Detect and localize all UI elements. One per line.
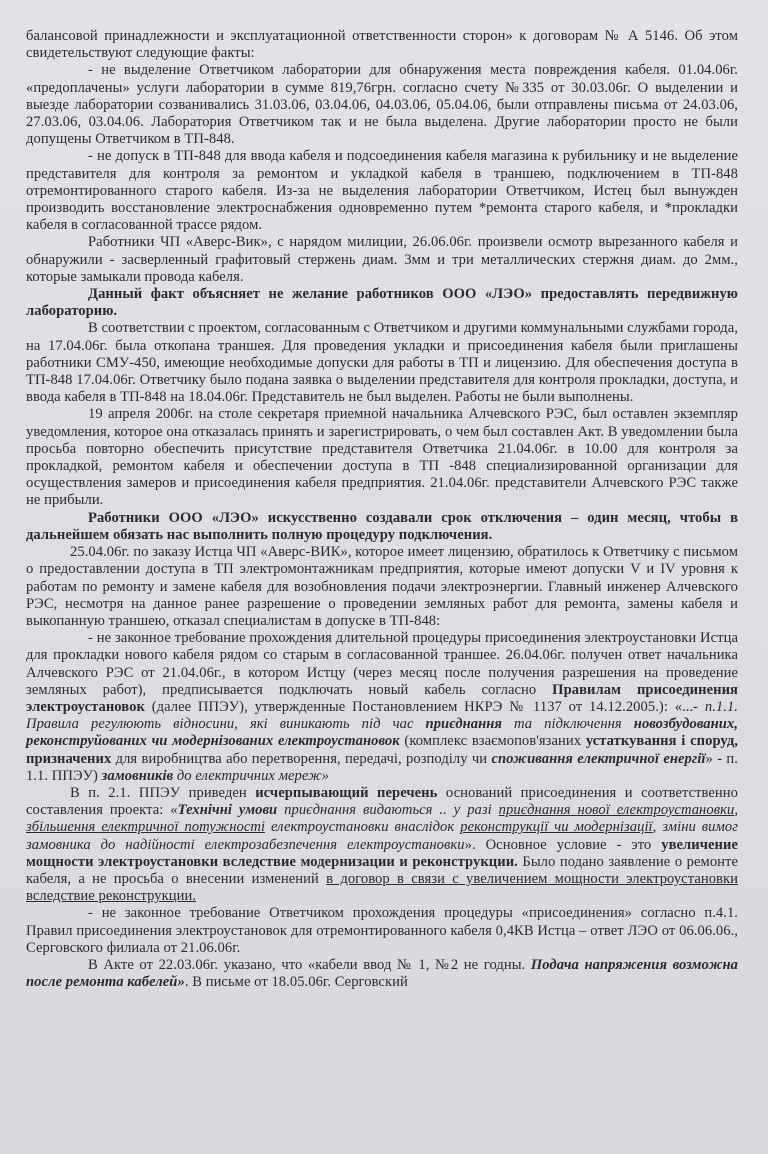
- paragraph-inspection: Работники ЧП «Аверс-Вик», с нарядом милиции, 26.06.06г. произвели осмотр вырезанного кабеля и обнаружили - засверленный графитовый стержень диам. 3мм и три металлических стержня диам. до 2мм., которые замыкали провода кабеля.: [26, 234, 738, 285]
- text-segment: ». Основное условие - это: [464, 836, 662, 853]
- paragraph-fact-bold: Данный факт объясняет не желание работников ООО «ЛЭО» предоставлять передвижную лабораторию.: [26, 286, 738, 320]
- quote-emphasis: Подача напряжения возможна после ремонта кабелей»: [26, 956, 738, 991]
- paragraph-laboratory: - не выделение Ответчиком лаборатории для обнаружения места повреждения кабеля. 01.04.06г. «предоплачены» услуги лаборатории в сумме 819,76грн. согласно счету №335 от 30.03.06г. О выделении и выезде лаборатории созванивались 31.03.06, 03.04.06, 04.03.06, 05.04.06, были отправлены письма от 24.03.06, 27.03.06, 03.04.06. Лаборатория Ответчиком так и не была выделена. Другие лаборатории просто не были допущены Ответчиком в ТП-848.: [26, 62, 738, 148]
- paragraph-access-denied: - не допуск в ТП-848 для ввода кабеля и подсоединения кабеля магазина к рубильнику и не выделение представителя для контроля за ремонтом и укладкой кабеля в траншею, подключением в ТП-848 отремонтированного старого кабеля. Из-за не выделения лаборатории Ответчиком, Истец был вынужден производить восстановление электроснабжения одновременно путем *ремонта старого кабеля, и *прокладки кабеля в согласованной трассе рядом.: [26, 148, 738, 234]
- paragraph-connection-procedure: [26, 630, 738, 785]
- quote-segment: , зміни вимог замовника до надійності електрозабезпечення електроустановки: [26, 819, 738, 853]
- quote-emphasis: устаткування і споруд, призначених: [26, 733, 738, 767]
- text-segment: для виробництва або перетворення, передачі, розподілу чи: [111, 750, 492, 767]
- quote-underlined: реконструкції чи модернізації: [460, 819, 653, 836]
- contract-change-underlined: в договор в связи с увеличением мощности электроустановки вследствие реконструкции.: [26, 870, 738, 905]
- quote-emphasis: приєднання: [425, 716, 502, 733]
- text-segment: (комплекс взаємопов'язаних: [399, 733, 586, 750]
- paragraph-shutdown-bold: Работники ООО «ЛЭО» искусственно создавали срок отключения – один месяц, чтобы в дальнейшем обязать нас выполнить полную процедуру подключения.: [26, 509, 738, 543]
- quote-segment: п.1.1. Правила регулюють відносини, які виникають під час: [26, 698, 738, 733]
- quote-segment: та: [501, 716, 545, 733]
- text-segment: оснований присоединения и соответственно составления проекта: «: [26, 784, 738, 819]
- quote-segment: електроустановки внаслідок: [265, 819, 461, 836]
- paragraph-avers-vik: 25.04.06г. по заказу Истца ЧП «Аверс-ВИК», которое имеет лицензию, обратилось к Ответчику с письмом о предоставлении доступа в ТП электромонтажникам предприятия, которые имеют допуски V и IV уровня к работам по ремонту и замене кабеля для возобновления подачи электроэнергии. Главный инженер Алчевского РЭС, несмотря на данное ранее разрешение о проведении земляных работ для ремонта, замены кабеля и выкопанную траншею, отказал специалистам в допуске в ТП-848:: [26, 544, 738, 629]
- quote-emphasis: Технічні умови: [177, 802, 278, 819]
- text-segment: (далее ППЭУ), утвержденные Постановлением НКРЭ № 1137 от 14.12.2005.): «...-: [144, 698, 705, 715]
- text-segment: В Акте от 22.03.06г. указано, что «кабели ввод № 1, №2 не годны.: [88, 956, 531, 973]
- paragraph-april-19: 19 апреля 2006г. на столе секретаря приемной начальника Алчевского РЭС, был оставлен экземпляр уведомления, которое она отказалась принять и зарегистрировать, о чем был составлен Акт. В уведомлении была просьба повторно обеспечить присутствие представителя Ответчика 21.04.06г. в 10.00 для контроля за прокладкой, ремонтом кабеля и обеспечении доступа в ТП -848 специализированной организации для осуществления замеров и присоединения кабеля предприятия. 21.04.06г. представители Алчевского РЭС также не прибыли.: [26, 406, 738, 509]
- rules-reference: Правилам присоединения электроустановок: [26, 681, 738, 715]
- paragraph-section-2-1: [26, 785, 738, 905]
- quote-segment: підключення: [544, 716, 622, 733]
- text-segment: - не законное требование прохождения длительной процедуры присоединения электроустановки Истца для прокладки нового кабеля рядом со старым в согласованной траншее. 26.04.06г. получен ответ начальника Алчевского РЭС от 21.04.06г., в котором Истцу (через месяц после получения разрешения на проведение земляных работ), предписывается подключать новый кабель согласно: [26, 630, 738, 698]
- quote-emphasis: споживання електричної енергії: [491, 750, 706, 767]
- paragraph-procedure-4-1: - не законное требование Ответчиком прохождения процедуры «присоединения» согласно п.4.1. Правил присоединения электроустановок для отремонтированного кабеля 0,4КВ Истца – ответ ЛЭО от 06.06.06., Серговского филиала от 21.06.06г.: [26, 905, 738, 956]
- exhaustive-list-emphasis: исчерпывающий перечень: [255, 784, 438, 801]
- quote-underlined: приєднання нової електроустановки: [498, 802, 735, 819]
- main-condition-emphasis: увеличение мощности электроустановки вследствие модернизации и реконструкции.: [26, 836, 738, 870]
- paragraph-act-22-03: [26, 957, 738, 991]
- quote-segment: ,: [734, 802, 739, 819]
- text-segment: » - п. 1.1. ППЭУ): [26, 750, 738, 784]
- quote-emphasis: замовників: [101, 767, 174, 784]
- text-segment: В п. 2.1. ППЭУ приведен: [70, 784, 256, 801]
- quote-underlined: збільшення електричної потужності: [26, 819, 266, 836]
- quote-segment: приєднання видаються .. у разі: [277, 802, 499, 819]
- text-segment: Было подано заявление о ремонте кабеля, а не просьба о внесении изменений: [26, 853, 738, 887]
- quote-segment: до електричних мереж»: [173, 767, 330, 784]
- paragraph-intro: балансовой принадлежности и эксплуатационной ответственности сторон» к договорам № А 5146. Об этом свидетельствуют следующие факты:: [26, 28, 738, 62]
- quote-emphasis: новозбудованих, реконструйованих чи модернізованих електроустановок: [26, 716, 739, 750]
- paragraph-trench: В соответствии с проектом, согласованным с Ответчиком и другими коммунальными службами города, на 17.04.06г. была откопана траншея. Для проведения укладки и присоединения кабеля были приглашены работники СМУ-450, имеющие необходимые допуски для работы в ТП и лицензию. Для обеспечения доступа в ТП-848 17.04.06г. Ответчику было подана заявка о выделении представителя для контроля прокладки, доступа, и ввода кабеля в ТП-848 на 18.04.06г. Представитель не был выделен. Работы не были выполнены.: [26, 320, 738, 406]
- text-segment: . В письме от 18.05.06г. Серговский: [184, 974, 408, 991]
